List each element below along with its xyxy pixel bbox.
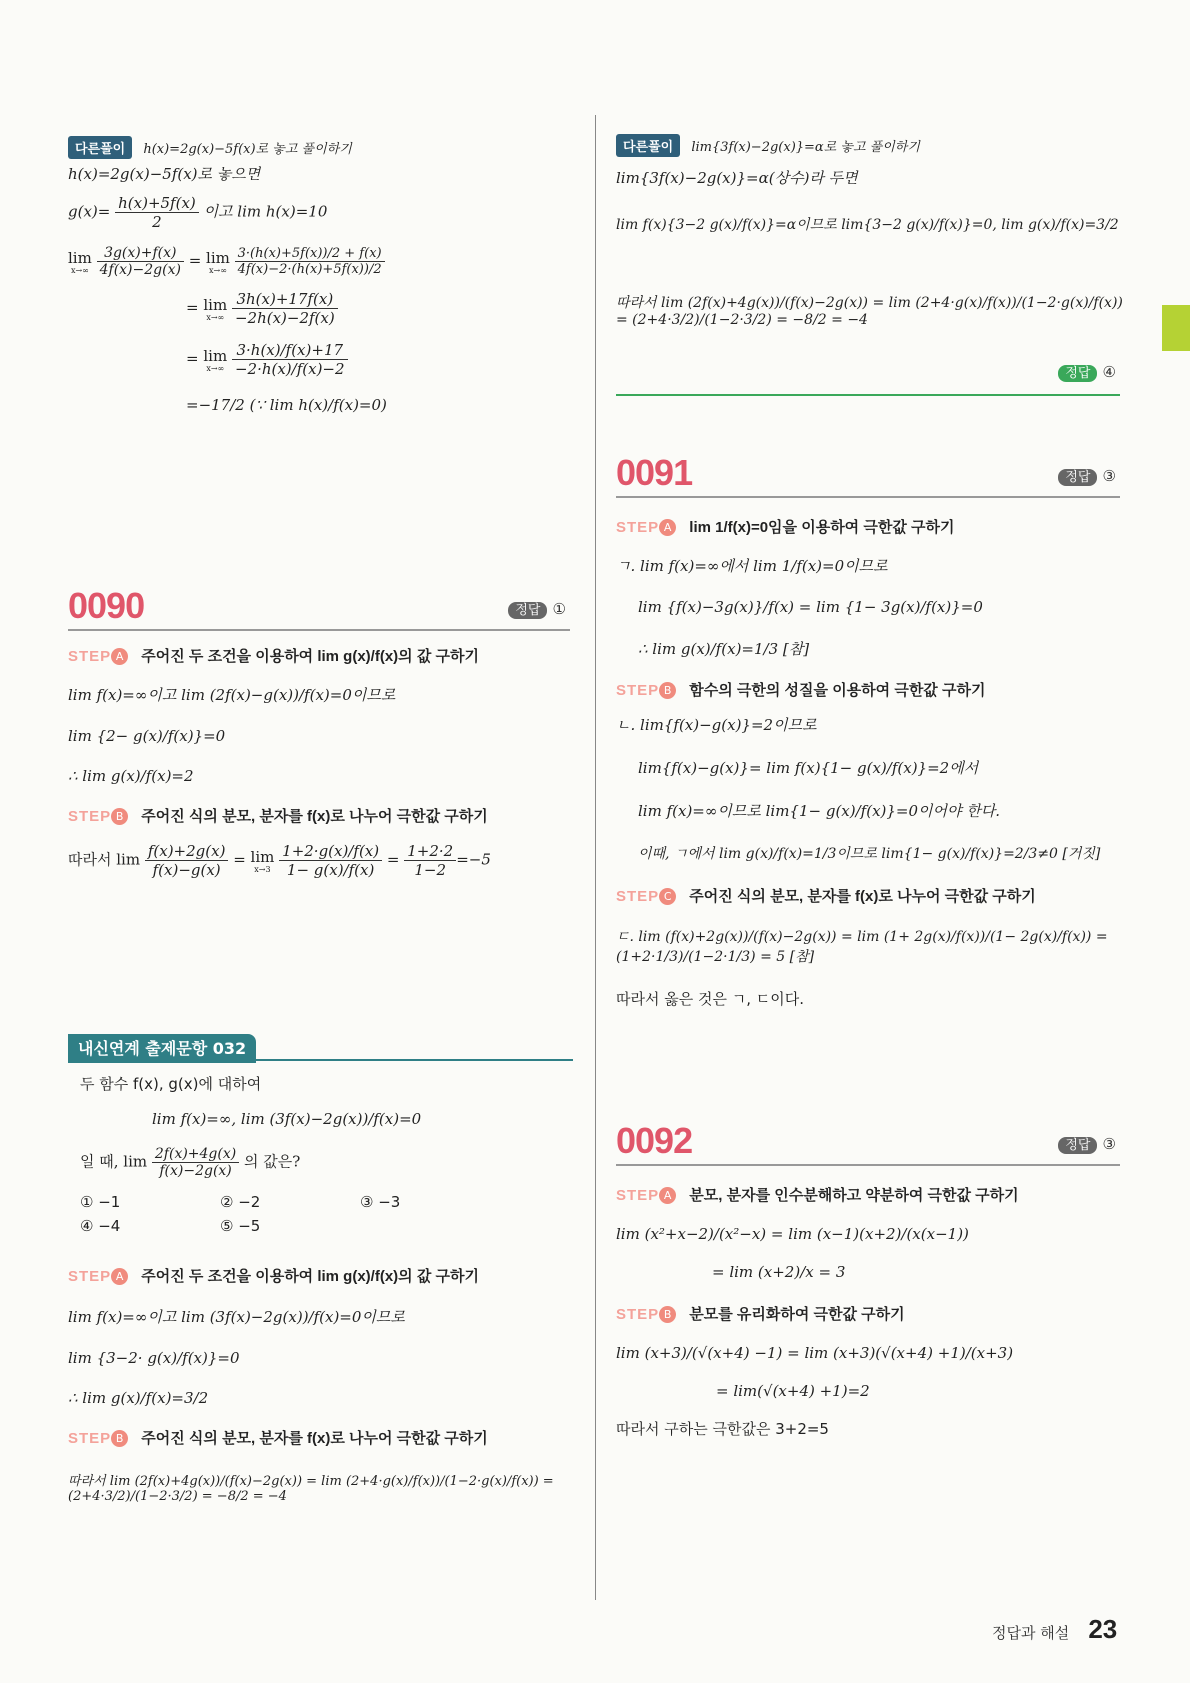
answer-badge: 정답 xyxy=(1058,1137,1097,1154)
alt-solution-title: h(x)=2g(x)−5f(x)로 놓고 풀이하기 xyxy=(143,142,352,157)
problem-number: 0092 xyxy=(616,1120,693,1161)
problem-0092 xyxy=(616,1120,1120,1439)
step-b-line-4: 이때, ㄱ에서 lim g(x)/f(x)=1/3이므로 lim{1− g(x)/f(x)}=2/3≠0 [거짓] xyxy=(638,846,1101,862)
section-rule xyxy=(68,629,570,631)
problem-0091 xyxy=(616,452,1120,1009)
step-b-line-1: lim (x+3)/(√(x+4) −1) = lim (x+3)(√(x+4) +1)/(x+3) xyxy=(616,1344,1014,1362)
problem-number: 0090 xyxy=(68,585,145,626)
step-c-line-2: 따라서 옳은 것은 ㄱ, ㄷ이다. xyxy=(616,990,804,1008)
alt-solution-tag: 다른풀이 xyxy=(68,136,132,159)
linked-step-a-line-2: lim {3−2· g(x)/f(x)}=0 xyxy=(68,1349,240,1367)
answer-value: ③ xyxy=(1102,1135,1116,1153)
footer xyxy=(992,1614,1117,1645)
answer-value: ④ xyxy=(1102,363,1116,381)
step-c-line-1: ㄷ. lim (f(x)+2g(x))/(f(x)−2g(x)) = lim (1+ 2g(x)/f(x))/(1− 2g(x)/f(x)) = (1+2·1/3)/(1−2·1/3) = 5 [참] xyxy=(616,929,1108,965)
linked-step-a-line-1: lim f(x)=∞이고 lim (3f(x)−2g(x))/f(x)=0이므로 xyxy=(68,1308,405,1326)
section-bookmark-tab xyxy=(1162,305,1190,351)
question-ask: 일 때, lim $\frac{2f(x)+4g(x)}{f(x)-2g(x)}$ 의 값은? xyxy=(80,1146,301,1179)
choice-5[interactable]: ⑤ −5 xyxy=(220,1217,261,1235)
alt-eq-1: lim x→∞ $\frac{3g(x)+f(x)}{4f(x)-2g(x)}$ = lim x→∞ $\frac{3\cdot(h(x)+5f(x))/2 + f(x)}{4f(x)-2\cdot(h(x)+5f(x))/2}$ xyxy=(68,245,578,278)
problem-number: 0091 xyxy=(616,452,693,493)
alt-solution-title: lim{3f(x)−2g(x)}=α로 놓고 풀이하기 xyxy=(691,140,920,155)
alt-right-rule xyxy=(616,394,1120,396)
alt-line-2: g(x)= $\frac{h(x)+5f(x)}{2}$ 이고 lim h(x)=10 xyxy=(68,194,328,231)
step-b-heading: STEP B 주어진 식의 분모, 분자를 f(x)로 나누어 극한값 구하기 xyxy=(68,808,488,825)
question-line-1: 두 함수 f(x), g(x)에 대하여 xyxy=(80,1075,262,1093)
answer-badge: 정답 xyxy=(1058,365,1097,382)
alt-solution-left xyxy=(68,136,578,414)
alt-right-line-2: lim f(x){3−2 g(x)/f(x)}=α이므로 lim{3−2 g(x)/f(x)}=0, lim g(x)/f(x)=3/2 xyxy=(616,217,1119,233)
choice-4[interactable]: ④ −4 xyxy=(80,1217,121,1235)
answer-value: ③ xyxy=(1102,467,1116,485)
choice-1[interactable]: ① −1 xyxy=(80,1193,121,1211)
step-a-heading: STEP A 주어진 두 조건을 이용하여 lim g(x)/f(x)의 값 구하기 xyxy=(68,648,479,665)
alt-right-line-1: lim{3f(x)−2g(x)}=α(상수)라 두면 xyxy=(616,169,858,187)
step-a-line-3: ∴ lim g(x)/f(x)=1/3 [참] xyxy=(638,640,810,658)
step-b-heading: STEP B 분모를 유리화하여 극한값 구하기 xyxy=(616,1306,905,1323)
step-a-heading: STEP A lim 1/f(x)=0임을 이용하여 극한값 구하기 xyxy=(616,519,955,536)
page-number: 23 xyxy=(1088,1614,1118,1644)
section-rule xyxy=(616,496,1120,498)
linked-step-b-equation: 따라서 lim (2f(x)+4g(x))/(f(x)−2g(x)) = lim (2+4·g(x)/f(x))/(1−2·g(x)/f(x)) = (2+4·3/2)/(1−2·3/2) = −8/2 = −4 xyxy=(68,1474,554,1504)
alt-eq-4: =−17/2 (∵ lim h(x)/f(x)=0) xyxy=(186,396,387,414)
step-a-line-2: = lim (x+2)/x = 3 xyxy=(712,1263,846,1281)
linked-problem-032 xyxy=(68,1036,573,1504)
step-b-line-2: = lim(√(x+4) +1)=2 xyxy=(716,1382,870,1400)
problem-0090 xyxy=(68,585,570,879)
answer-value: ① xyxy=(552,600,566,618)
question-condition: lim f(x)=∞, lim (3f(x)−2g(x))/f(x)=0 xyxy=(152,1110,422,1128)
alt-line-1: h(x)=2g(x)−5f(x)로 놓으면 xyxy=(68,165,261,183)
alt-solution-tag: 다른풀이 xyxy=(616,134,680,157)
step-b-line-2: lim{f(x)−g(x)}= lim f(x){1− g(x)/f(x)}=2에서 xyxy=(638,759,979,777)
answer-badge: 정답 xyxy=(1058,469,1097,486)
choice-2[interactable]: ② −2 xyxy=(220,1193,261,1211)
step-a-line-1: lim (x²+x−2)/(x²−x) = lim (x−1)(x+2)/(x(x−1)) xyxy=(616,1225,969,1243)
step-b-line-1: ㄴ. lim{f(x)−g(x)}=2이므로 xyxy=(616,716,817,734)
alt-right-line-3: 따라서 lim (2f(x)+4g(x))/(f(x)−2g(x)) = lim (2+4·g(x)/f(x))/(1−2·g(x)/f(x)) = (2+4·3/2)/(1−2·3/2) = −8/2 = −4 xyxy=(616,295,1123,328)
step-a-line-1: ㄱ. lim f(x)=∞에서 lim 1/f(x)=0이므로 xyxy=(616,557,888,575)
step-b-line-3: 따라서 구하는 극한값은 3+2=5 xyxy=(616,1420,829,1438)
section-rule xyxy=(616,1164,1120,1166)
step-a-line-2: lim {2− g(x)/f(x)}=0 xyxy=(68,727,226,745)
alt-eq-2: = lim x→∞ $\frac{3h(x)+17f(x)}{-2h(x)-2f(x)}$ xyxy=(186,290,578,327)
linked-step-b-heading: STEP B 주어진 식의 분모, 분자를 f(x)로 나누어 극한값 구하기 xyxy=(68,1430,488,1447)
step-a-line-1: lim f(x)=∞이고 lim (2f(x)−g(x))/f(x)=0이므로 xyxy=(68,686,396,704)
alt-eq-3: = lim x→∞ $\frac{3\cdot h(x)/f(x)+17}{-2\cdot h(x)/f(x)-2}$ xyxy=(186,341,578,378)
alt-solution-right xyxy=(616,134,1126,381)
step-a-line-3: ∴ lim g(x)/f(x)=2 xyxy=(68,767,194,785)
linked-step-a-line-3: ∴ lim g(x)/f(x)=3/2 xyxy=(68,1389,209,1407)
footer-label: 정답과 해설 xyxy=(992,1624,1070,1642)
column-divider xyxy=(595,115,596,1600)
step-a-heading: STEP A 분모, 분자를 인수분해하고 약분하여 극한값 구하기 xyxy=(616,1187,1019,1204)
choices xyxy=(80,1193,573,1235)
choice-3[interactable]: ③ −3 xyxy=(360,1193,401,1211)
step-a-line-2: lim {f(x)−3g(x)}/f(x) = lim {1− 3g(x)/f(x)}=0 xyxy=(638,598,983,616)
linked-step-a-heading: STEP A 주어진 두 조건을 이용하여 lim g(x)/f(x)의 값 구하기 xyxy=(68,1268,479,1285)
step-c-heading: STEP C 주어진 식의 분모, 분자를 f(x)로 나누어 극한값 구하기 xyxy=(616,888,1036,905)
answer-badge: 정답 xyxy=(508,602,547,619)
step-b-heading: STEP B 함수의 극한의 성질을 이용하여 극한값 구하기 xyxy=(616,682,986,699)
step-b-equation: 따라서 lim $\frac{f(x)+2g(x)}{f(x)-g(x)}$ = lim x→3 $\frac{1+2\cdot g(x)/f(x)}{1- g(x)/f(x)}$ = $\frac{1+2\cdot 2}{1-2}$ =−5 xyxy=(68,842,491,879)
linked-problem-banner: 내신연계 출제문항 032 xyxy=(68,1034,256,1063)
step-b-line-3: lim f(x)=∞이므로 lim{1− g(x)/f(x)}=0이어야 한다. xyxy=(638,802,1001,820)
